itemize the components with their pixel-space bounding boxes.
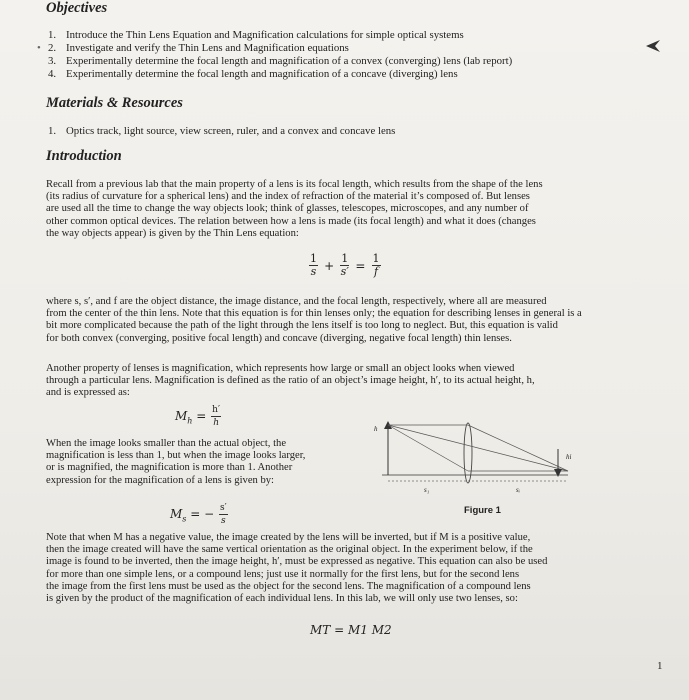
eq-subscript: s [182, 514, 187, 524]
intro-paragraph-1 [46, 179, 543, 240]
objective-item [37, 42, 349, 54]
image-height-label: hi [566, 453, 572, 461]
text-line: for more than one simple lens, or a compound lens; just use it normally for the first lens, but for the second lens [46, 568, 520, 580]
object-height-label: h [374, 425, 378, 433]
materials-heading: Materials & Resources [46, 95, 183, 111]
intro-paragraph-4 [46, 438, 305, 487]
materials-number: 1. [48, 125, 57, 137]
lens-shape [464, 423, 472, 483]
objective-text: Introduce the Thin Lens Equation and Magnification calculations for simple optical systems [66, 29, 464, 41]
eq-numerator: 1 [341, 252, 349, 265]
introduction-heading: Introduction [46, 148, 122, 164]
eq-numerator: s′ [220, 503, 227, 513]
eq-subscript: h [187, 416, 193, 426]
figure-caption: Figure 1 [464, 505, 501, 516]
objective-item [48, 29, 464, 41]
text-line: are used all the time to change the way objects look; think of glasses, telescopes, microscopes, and any number of [46, 203, 529, 215]
eq-denominator: s [221, 516, 226, 526]
text-line: is given by the product of the magnification of each individual lens. In this lab, we will only use two lenses, so: [46, 593, 518, 605]
text-line: bit more complicated because the path of the light through the lens itself is too long to neglect. But, this equation is valid [46, 320, 558, 332]
text-line: Recall from a previous lab that the main property of a lens is its focal length, which results from the shape of the lens [46, 179, 543, 190]
text-line: and is expressed as: [46, 387, 130, 399]
text-line: the way objects appear) is given by the Thin Lens equation: [46, 227, 299, 239]
objective-item [48, 55, 512, 67]
eq-denominator: s [310, 265, 317, 278]
eq-lhs: M [170, 507, 183, 521]
objective-number: 1. [48, 29, 57, 41]
cursor-arrow-icon [646, 40, 660, 52]
objective-number: 2. [48, 42, 57, 54]
text-line: Note that when M has a negative value, the image created by the lens will be inverted, but if M is a positive value, [46, 532, 531, 543]
ray-line [388, 425, 468, 471]
objective-text: Investigate and verify the Thin Lens and Magnification equations [66, 42, 349, 54]
text-line: through a particular lens. Magnification is defined as the ratio of an object’s image height, h′, to its actual height, h, [46, 375, 535, 387]
eq-numerator: 1 [310, 252, 317, 265]
intro-paragraph-5 [46, 532, 547, 605]
objective-number: 3. [48, 55, 57, 67]
intro-paragraph-3 [46, 363, 535, 400]
text-line: magnification is less than 1, but when the image looks larger, [46, 450, 306, 462]
eq-denominator: f [373, 265, 379, 278]
image-arrowhead-icon [554, 469, 562, 477]
text-line: then the image created will have the same vertical orientation as the original object. In the experiment below, if the [46, 544, 533, 556]
objective-text: Experimentally determine the focal length and magnification of a convex (converging) lens (lab report) [66, 55, 513, 67]
objective-text: Experimentally determine the focal length and magnification of a concave (diverging) lens [66, 68, 458, 80]
eq-denominator: s′ [340, 265, 349, 278]
objectives-heading: Objectives [46, 0, 108, 16]
compound-magnification-equation: MT = M1 M2 [310, 623, 392, 637]
eq-numerator: 1 [372, 252, 380, 265]
text-line: Another property of lenses is magnification, which represents how large or small an object looks when viewed [46, 363, 515, 374]
text-line: image is found to be inverted, then the image height, h′, must be expressed as negative. This equation can also be used [46, 556, 548, 568]
materials-item [48, 125, 395, 137]
ray-line [388, 425, 568, 471]
text-line: (its radius of curvature for a spherical lens) and the index of refraction of the material it’s composed of. But lenses [46, 191, 530, 203]
magnification-height-equation: $M_h$ = $\frac{h'}{h}$ [175, 405, 221, 428]
eq-lhs: M [175, 409, 188, 423]
text-line: where s, s′, and f are the object distance, the image distance, and the focal length, respectively, where all are measured [46, 296, 547, 307]
objective-number: 4. [48, 68, 57, 80]
bullet-dot-icon: • [37, 42, 41, 54]
eq-denominator: h [213, 418, 219, 428]
text-line: When the image looks smaller than the actual object, the [46, 438, 287, 449]
text-line: from the center of the thin lens. Note that this equation is for thin lenses only; the equation for describing lenses in general is a [46, 308, 582, 320]
intro-paragraph-2 [46, 296, 582, 345]
eq-numerator: h′ [212, 405, 221, 415]
ray-line [468, 425, 568, 471]
text-line: for both convex (converging, positive focal length) and concave (diverging, negative focal length) thin lenses. [46, 332, 512, 344]
text-line: or is magnified, the magnification is more than 1. Another [46, 462, 293, 474]
text-line: expression for the magnification of a lens is given by: [46, 474, 275, 486]
objective-item [48, 68, 458, 80]
figure-1-ray-diagram [368, 413, 590, 501]
thin-lens-equation: $\frac{1}{s}$ + $\frac{1}{s'}$ = $\frac{1}{f}$ [310, 252, 380, 278]
text-line: the image from the first lens must be used as the object for the second lens. The magnification of a compound lens [46, 580, 531, 592]
object-distance-label: s₁ [424, 486, 430, 494]
text-line: other common optical devices. The relation between how a lens is made (its focal length) and what it does (changes [46, 215, 536, 227]
page-number: 1 [657, 660, 663, 672]
image-distance-label: sᵢ [516, 486, 520, 494]
materials-text: Optics track, light source, view screen, ruler, and a convex and concave lens [66, 125, 396, 137]
magnification-distance-equation: $M_s$ = − $\frac{s'}{s}$ [170, 503, 227, 526]
